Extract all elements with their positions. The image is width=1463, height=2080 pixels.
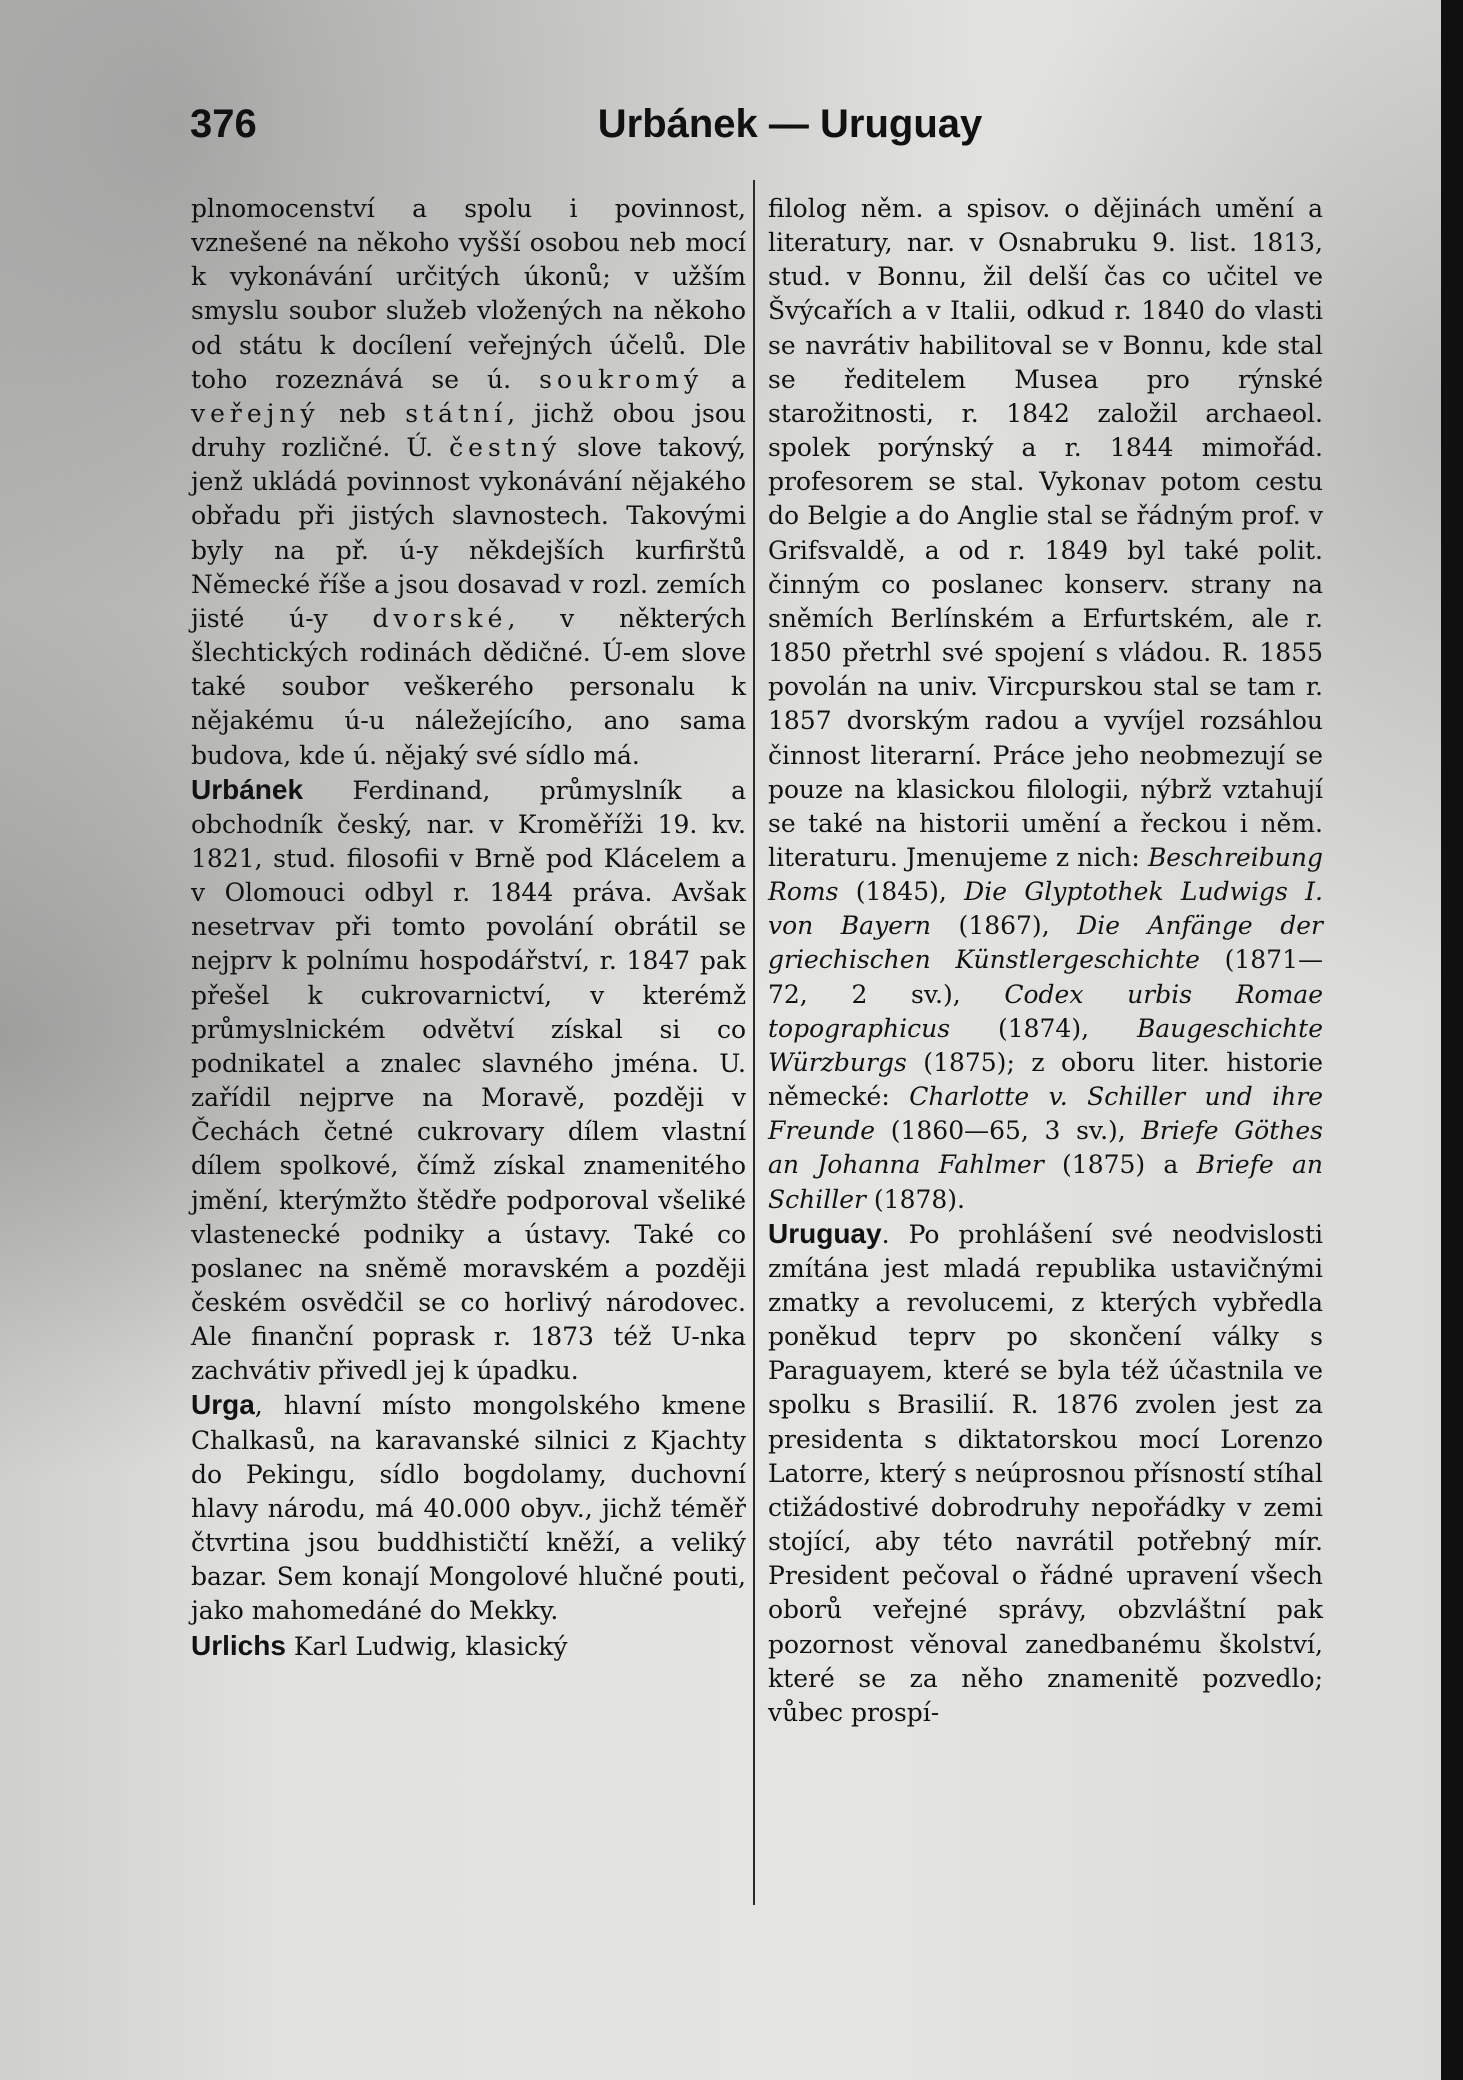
work-title: Baugeschichte Würzburgs: [768, 1013, 1323, 1077]
right-column: [768, 192, 1323, 1730]
entry-urga: Urga, hlavní místo mongolského kmene Chalkasů, na karavanské silnici z Kjachty do Pekingu, sídlo bogdolamy, duchovní hlavy národu, má 40.000 obyv., jichž téměř čtvrtina jsou buddhističtí kněží, a veliký bazar. Sem konají Mongolové hlučné pouti, jako mahomedáné do Mekky.: [191, 1389, 746, 1626]
work-title: Beschreibung Roms: [768, 842, 1323, 907]
running-title: Urbánek — Uruguay: [597, 102, 983, 146]
entry-headword: Urbánek: [191, 773, 304, 805]
entry-u-continuation: plnomocenství a spolu i povinnost, vznešené na někoho vyšší osobou neb mocí k vykonávání určitých úkonů; v užším smyslu soubor služeb vložených na někoho od státu k docílení veřejných účelů. Dle toho rozeznává se ú. soukromý a veřejný neb státní, jichž obou jsou druhy rozličné. Ú. čestný slove takový, jenž ukládá povinnost vykonávání nějakého obřadu při jistých slavnostech. Takovými byly na př. ú-y někdejších kurfirštů Německé říše a jsou dosavad v rozl. zemích jisté ú-y dvorské, v některých šlechtických rodinách dědičné. Ú-em slove také soubor veškerého personalu k nějakému ú-u náležejícího, ano sama budova, kde ú. nějaký své sídlo má.: [191, 194, 747, 770]
page-number: 376: [190, 102, 257, 146]
page-header: [190, 102, 1310, 162]
entry-headword: Urga: [191, 1389, 255, 1421]
work-title: Codex urbis Romae topographicus: [768, 979, 1323, 1043]
entry-headword: Urlichs: [191, 1629, 286, 1661]
left-column: [191, 192, 746, 1664]
page-edge-shadow: [1441, 0, 1463, 2080]
work-title: Briefe an Schiller: [768, 1150, 1323, 1214]
entry-urlichs: Urlichs Karl Ludwig, klasický: [191, 1629, 568, 1661]
entry-urbanek: Urbánek Ferdinand, průmyslník a obchodník český, nar. v Kroměříži 19. kv. 1821, stud. filosofii v Brně pod Klácelem a v Olomouci odbyl r. 1844 práva. Avšak nesetrvav při tomto povolání obrátil se nejprv k polnímu hospodářství, r. 1847 pak přešel k cukrovarnictví, v kterémž průmyslnickém odvětví získal si co podnikatel a znalec slavného jména. U. zařídil nejprve na Moravě, později v Čechách četné cukrovary dílem vlastní dílem spolkové, čímž získal znamenitého jmění, kterýmžto štědře podporoval všeliké vlastenecké podniky a ústavy. Také co poslanec na sněmě moravském a později českém osvědčil se co horlivý národovec. Ale finanční poprask r. 1873 též U-nka zachvátiv přivedl jej k úpadku.: [191, 773, 746, 1386]
work-title: Die Anfänge der griechischen Künstlergeschichte: [768, 911, 1323, 975]
entry-headword: Uruguay: [768, 1217, 882, 1249]
work-title: Briefe Göthes an Johanna Fahlmer: [768, 1116, 1323, 1180]
entry-urlichs-continuation: filolog něm. a spisov. o dějinách umění a literatury, nar. v Osnabruku 9. list. 1813, stud. v Bonnu, žil delší čas co učitel ve Švýcařích a v Italii, odkud r. 1840 do vlasti se navrátiv habilitoval se v Bonnu, kde stal se ředitelem Musea pro rýnské starožitnosti, r. 1842 založil archaeol. spolek porýnský a r. 1844 mimořád. profesorem se stal. Vykonav potom cestu do Belgie a do Anglie stal se řádným prof. v Grifsvaldě, a od r. 1849 byl také polit. činným co poslanec konserv. strany na sněmích Berlínském a Erfurtském, ale r. 1850 přetrhl své spojení s vládou. R. 1855 povolán na univ. Vircpurskou stal se tam r. 1857 dvorským radou a vyvíjel rozsáhlou činnost literarní. Práce jeho neobmezují se pouze na klasickou filologii, nýbrž vztahují se také na historii umění a řeckou i něm. literaturu. Jmenujeme z nich: Beschreibung Roms (1845), Die Glyptothek Ludwigs I. von Bayern (1867), Die Anfänge der griechischen Künstlergeschichte (1871—72, 2 sv.), Codex urbis Romae topographicus (1874), Baugeschichte Würzburgs (1875); z oboru liter. historie německé: Charlotte v. Schiller und ihre Freunde (1860—65, 3 sv.), Briefe Göthes an Johanna Fahlmer (1875) a Briefe an Schiller (1878).: [768, 194, 1323, 1214]
work-title: Die Glyptothek Ludwigs I. von Bayern: [768, 877, 1323, 941]
entry-uruguay: Uruguay. Po prohlášení své neodvislosti zmítána jest mladá republika ustavičnými zmatky a revolucemi, z kterých vybředla poněkud teprv po skončení války s Paraguayem, které se byla též účastnila ve spolku s Brasilií. R. 1876 zvolen jest za presidenta s diktatorskou mocí Lorenzo Latorre, který s neúprosnou přísností stíhal ctižádostivé dobrodruhy nepořádky v zemi stojící, aby této navrátil potřebný mír. President pečoval o řádné upravení všech oborů veřejné správy, obzvláštní pak pozornost věnoval zanedbanému školství, které se za něho znamenitě pozvedlo; vůbec prospí-: [768, 1217, 1323, 1727]
work-title: Charlotte v. Schiller und ihre Freunde: [768, 1082, 1323, 1146]
column-divider: [753, 180, 755, 1905]
